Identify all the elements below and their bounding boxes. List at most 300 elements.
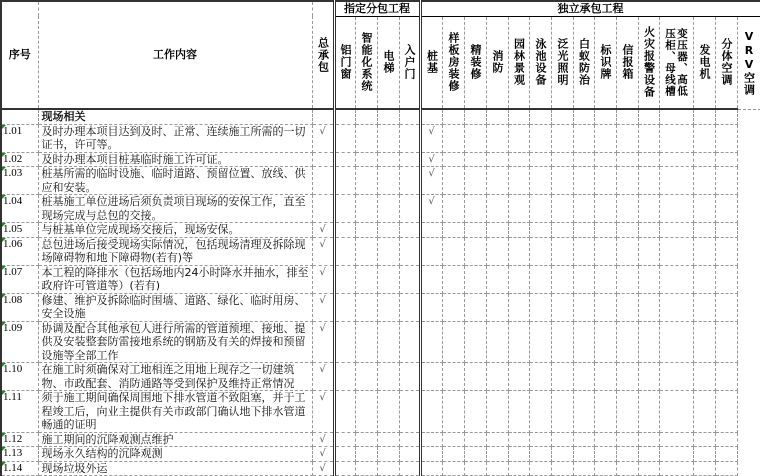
check-cell[interactable] (377, 432, 399, 447)
check-cell[interactable] (573, 167, 594, 195)
check-cell[interactable] (399, 152, 420, 167)
check-cell[interactable] (551, 363, 573, 391)
check-cell[interactable] (529, 195, 551, 223)
check-cell[interactable] (486, 293, 508, 321)
check-cell[interactable] (594, 195, 616, 223)
header-independent-item (594, 16, 616, 109)
check-cell[interactable] (377, 461, 399, 476)
check-cell[interactable] (508, 321, 529, 363)
check-cell[interactable] (638, 124, 659, 152)
check-cell[interactable] (616, 293, 638, 321)
check-cell[interactable] (508, 167, 529, 195)
check-cell[interactable] (420, 124, 442, 152)
check-cell[interactable] (529, 265, 551, 293)
check-cell[interactable] (442, 195, 464, 223)
check-cell[interactable] (573, 321, 594, 363)
check-cell[interactable] (551, 167, 573, 195)
check-cell[interactable] (638, 223, 659, 238)
check-cell[interactable] (594, 223, 616, 238)
header-designated-item (377, 16, 399, 109)
check-cell[interactable] (486, 167, 508, 195)
check-cell[interactable] (486, 391, 508, 433)
check-cell[interactable] (594, 109, 616, 124)
check-cell[interactable] (529, 237, 551, 265)
check-cell[interactable] (693, 432, 715, 447)
check-cell[interactable] (442, 167, 464, 195)
check-cell[interactable] (312, 293, 334, 321)
table-row (1, 321, 760, 363)
check-cell[interactable] (551, 223, 573, 238)
check-cell[interactable] (377, 152, 399, 167)
check-cell[interactable] (594, 461, 616, 476)
check-cell[interactable] (312, 363, 334, 391)
check-cell[interactable] (355, 195, 377, 223)
check-cell[interactable] (594, 124, 616, 152)
check-cell[interactable] (693, 237, 715, 265)
check-cell[interactable] (442, 109, 464, 124)
check-cell[interactable] (638, 363, 659, 391)
check-cell[interactable] (551, 321, 573, 363)
check-cell[interactable] (715, 391, 737, 433)
check-cell[interactable] (442, 391, 464, 433)
check-cell[interactable] (594, 432, 616, 447)
check-cell[interactable] (355, 432, 377, 447)
check-cell[interactable] (442, 461, 464, 476)
check-cell[interactable] (659, 432, 693, 447)
check-cell[interactable] (594, 321, 616, 363)
check-cell[interactable] (399, 293, 420, 321)
check-cell[interactable] (715, 237, 737, 265)
check-cell[interactable] (659, 195, 693, 223)
check-cell[interactable] (355, 124, 377, 152)
check-cell[interactable] (573, 391, 594, 433)
check-cell[interactable] (377, 293, 399, 321)
check-cell[interactable] (399, 321, 420, 363)
check-cell[interactable] (420, 293, 442, 321)
check-cell[interactable] (464, 237, 486, 265)
check-cell[interactable] (594, 391, 616, 433)
check-cell[interactable] (508, 109, 529, 124)
check-cell[interactable] (529, 293, 551, 321)
check-cell[interactable] (638, 237, 659, 265)
check-cell[interactable] (486, 223, 508, 238)
check-cell[interactable] (420, 363, 442, 391)
check-cell[interactable] (616, 195, 638, 223)
header-independent-item (737, 16, 760, 109)
check-cell[interactable] (693, 293, 715, 321)
check-cell[interactable] (334, 237, 355, 265)
check-cell[interactable] (399, 237, 420, 265)
check-cell[interactable] (355, 461, 377, 476)
check-cell[interactable] (486, 461, 508, 476)
check-cell[interactable] (508, 447, 529, 462)
check-cell[interactable] (377, 124, 399, 152)
check-cell[interactable] (312, 223, 334, 238)
check-cell[interactable] (594, 363, 616, 391)
check-cell[interactable] (312, 167, 334, 195)
check-cell[interactable] (377, 363, 399, 391)
check-cell[interactable] (334, 363, 355, 391)
check-cell[interactable] (464, 223, 486, 238)
check-cell[interactable] (377, 321, 399, 363)
check-cell[interactable] (399, 195, 420, 223)
check-cell[interactable] (715, 293, 737, 321)
check-cell[interactable] (616, 432, 638, 447)
check-cell[interactable] (355, 237, 377, 265)
check-cell[interactable] (355, 265, 377, 293)
check-cell[interactable] (334, 167, 355, 195)
check-cell[interactable] (312, 265, 334, 293)
check-cell[interactable] (529, 461, 551, 476)
check-cell[interactable] (355, 167, 377, 195)
check-cell[interactable] (638, 447, 659, 462)
check-cell[interactable] (464, 167, 486, 195)
table-row (1, 432, 760, 447)
check-cell[interactable] (312, 321, 334, 363)
check-cell[interactable] (573, 152, 594, 167)
header-independent-item (638, 16, 659, 109)
check-cell[interactable] (420, 223, 442, 238)
check-cell[interactable] (355, 223, 377, 238)
check-cell[interactable] (551, 237, 573, 265)
check-cell[interactable] (529, 167, 551, 195)
check-cell[interactable] (616, 391, 638, 433)
check-cell[interactable] (508, 237, 529, 265)
check-cell[interactable] (551, 265, 573, 293)
check-cell[interactable] (693, 223, 715, 238)
check-cell[interactable] (693, 124, 715, 152)
check-cell[interactable] (399, 391, 420, 433)
check-cell[interactable] (334, 447, 355, 462)
check-cell[interactable] (508, 152, 529, 167)
check-cell[interactable] (529, 391, 551, 433)
check-cell[interactable] (638, 109, 659, 124)
check-cell[interactable] (442, 363, 464, 391)
check-cell[interactable] (551, 124, 573, 152)
check-cell[interactable] (355, 321, 377, 363)
check-cell[interactable] (573, 195, 594, 223)
check-cell[interactable] (399, 223, 420, 238)
check-cell[interactable] (508, 293, 529, 321)
header-independent-item (693, 16, 715, 109)
check-cell[interactable] (616, 363, 638, 391)
check-cell[interactable] (715, 363, 737, 391)
check-cell[interactable] (529, 321, 551, 363)
check-cell[interactable] (616, 447, 638, 462)
check-cell[interactable] (508, 461, 529, 476)
check-cell[interactable] (594, 167, 616, 195)
check-cell[interactable] (334, 195, 355, 223)
check-cell[interactable] (312, 461, 334, 476)
check-cell[interactable] (442, 237, 464, 265)
check-cell[interactable] (442, 223, 464, 238)
check-cell[interactable] (551, 195, 573, 223)
check-cell[interactable] (486, 124, 508, 152)
check-cell[interactable] (377, 109, 399, 124)
table-row (1, 152, 760, 167)
check-cell[interactable] (377, 195, 399, 223)
check-cell[interactable] (464, 195, 486, 223)
check-cell[interactable] (464, 461, 486, 476)
check-cell[interactable] (551, 432, 573, 447)
check-cell[interactable] (442, 447, 464, 462)
check-cell[interactable] (399, 124, 420, 152)
check-cell[interactable] (464, 447, 486, 462)
check-cell[interactable] (573, 223, 594, 238)
check-cell[interactable] (573, 237, 594, 265)
check-cell[interactable] (638, 321, 659, 363)
check-cell[interactable] (442, 265, 464, 293)
check-cell[interactable] (377, 391, 399, 433)
check-cell[interactable] (399, 363, 420, 391)
check-cell[interactable] (715, 321, 737, 363)
check-cell[interactable] (529, 223, 551, 238)
check-cell[interactable] (594, 293, 616, 321)
check-cell[interactable] (693, 363, 715, 391)
check-cell[interactable] (529, 152, 551, 167)
check-cell[interactable] (551, 391, 573, 433)
check-cell[interactable] (659, 167, 693, 195)
check-cell[interactable] (312, 124, 334, 152)
check-cell[interactable] (693, 461, 715, 476)
check-cell[interactable] (715, 265, 737, 293)
check-cell[interactable] (693, 391, 715, 433)
check-cell[interactable] (508, 195, 529, 223)
check-cell[interactable] (420, 265, 442, 293)
check-cell[interactable] (573, 363, 594, 391)
check-cell[interactable] (693, 167, 715, 195)
check-cell[interactable] (334, 391, 355, 433)
check-cell[interactable] (594, 265, 616, 293)
check-cell[interactable] (420, 167, 442, 195)
check-cell[interactable] (659, 461, 693, 476)
check-cell[interactable] (551, 152, 573, 167)
check-cell[interactable] (715, 461, 737, 476)
check-cell[interactable] (616, 237, 638, 265)
check-cell[interactable] (377, 223, 399, 238)
check-cell[interactable] (420, 432, 442, 447)
check-cell[interactable] (693, 447, 715, 462)
header-label: 桩基 (425, 50, 439, 75)
check-mark-icon: √ (319, 433, 326, 445)
check-cell[interactable] (508, 432, 529, 447)
check-cell[interactable] (551, 293, 573, 321)
check-cell[interactable] (573, 293, 594, 321)
check-cell[interactable] (693, 152, 715, 167)
check-cell[interactable] (529, 432, 551, 447)
check-cell[interactable] (573, 124, 594, 152)
check-cell[interactable] (659, 109, 693, 124)
check-cell[interactable] (420, 237, 442, 265)
check-cell[interactable] (594, 447, 616, 462)
check-cell[interactable] (638, 195, 659, 223)
check-cell[interactable] (715, 432, 737, 447)
check-cell[interactable] (334, 293, 355, 321)
check-cell[interactable] (377, 167, 399, 195)
check-cell[interactable] (659, 223, 693, 238)
check-cell[interactable] (312, 447, 334, 462)
check-cell[interactable] (486, 265, 508, 293)
check-cell[interactable] (486, 109, 508, 124)
check-cell[interactable] (551, 447, 573, 462)
check-cell[interactable] (399, 265, 420, 293)
check-mark-icon: √ (428, 153, 435, 165)
check-cell[interactable] (420, 195, 442, 223)
check-cell[interactable] (529, 363, 551, 391)
check-cell[interactable] (399, 447, 420, 462)
check-cell[interactable] (508, 124, 529, 152)
check-cell[interactable] (464, 152, 486, 167)
check-cell[interactable] (594, 237, 616, 265)
check-cell[interactable] (659, 391, 693, 433)
check-cell[interactable] (486, 432, 508, 447)
check-cell[interactable] (715, 447, 737, 462)
check-cell[interactable] (334, 265, 355, 293)
check-cell[interactable] (659, 237, 693, 265)
check-cell[interactable] (355, 363, 377, 391)
check-cell[interactable] (715, 195, 737, 223)
check-cell[interactable] (464, 109, 486, 124)
check-cell[interactable] (659, 293, 693, 321)
check-mark-icon: √ (319, 364, 326, 375)
check-cell[interactable] (693, 195, 715, 223)
check-cell[interactable] (659, 265, 693, 293)
check-cell[interactable] (464, 293, 486, 321)
check-cell[interactable] (529, 447, 551, 462)
check-cell[interactable] (693, 321, 715, 363)
check-cell[interactable] (638, 167, 659, 195)
check-cell[interactable] (616, 265, 638, 293)
check-cell[interactable] (508, 391, 529, 433)
check-cell[interactable] (464, 363, 486, 391)
check-cell[interactable] (420, 461, 442, 476)
check-cell[interactable] (334, 321, 355, 363)
check-cell[interactable] (573, 432, 594, 447)
check-cell[interactable] (486, 152, 508, 167)
check-cell[interactable] (573, 447, 594, 462)
check-cell[interactable] (334, 461, 355, 476)
row-seq: 1.11 (1, 391, 38, 433)
check-cell[interactable] (464, 265, 486, 293)
check-cell[interactable] (312, 237, 334, 265)
check-cell[interactable] (420, 447, 442, 462)
check-cell[interactable] (529, 124, 551, 152)
check-cell[interactable] (334, 124, 355, 152)
check-cell[interactable] (715, 167, 737, 195)
check-cell[interactable] (377, 447, 399, 462)
check-cell[interactable] (486, 447, 508, 462)
check-cell[interactable] (508, 223, 529, 238)
check-cell[interactable] (638, 152, 659, 167)
check-cell[interactable] (573, 109, 594, 124)
check-cell[interactable] (616, 109, 638, 124)
check-cell[interactable] (551, 461, 573, 476)
check-cell[interactable] (659, 321, 693, 363)
check-cell[interactable] (312, 109, 334, 124)
check-cell[interactable] (442, 321, 464, 363)
check-cell[interactable] (355, 152, 377, 167)
check-cell[interactable] (486, 321, 508, 363)
check-cell[interactable] (420, 391, 442, 433)
check-cell[interactable] (715, 152, 737, 167)
check-cell[interactable] (442, 293, 464, 321)
check-cell[interactable] (486, 363, 508, 391)
check-cell[interactable] (573, 461, 594, 476)
check-cell[interactable] (312, 432, 334, 447)
check-cell[interactable] (573, 265, 594, 293)
check-cell[interactable] (486, 237, 508, 265)
check-cell[interactable] (659, 447, 693, 462)
check-cell[interactable] (377, 265, 399, 293)
check-cell[interactable] (464, 391, 486, 433)
check-cell[interactable] (486, 195, 508, 223)
check-cell[interactable] (464, 124, 486, 152)
check-cell[interactable] (616, 167, 638, 195)
check-cell[interactable] (715, 223, 737, 238)
check-cell[interactable] (377, 237, 399, 265)
check-cell[interactable] (638, 265, 659, 293)
check-cell[interactable] (616, 223, 638, 238)
check-cell[interactable] (616, 124, 638, 152)
check-cell[interactable] (399, 461, 420, 476)
check-cell[interactable] (312, 195, 334, 223)
check-cell[interactable] (355, 391, 377, 433)
check-cell[interactable] (442, 124, 464, 152)
check-cell[interactable] (551, 109, 573, 124)
check-cell[interactable] (442, 432, 464, 447)
check-cell[interactable] (715, 124, 737, 152)
check-cell[interactable] (693, 265, 715, 293)
check-cell[interactable] (312, 152, 334, 167)
table-row (1, 447, 760, 462)
check-cell[interactable] (594, 152, 616, 167)
check-cell[interactable] (616, 461, 638, 476)
check-cell[interactable] (442, 152, 464, 167)
check-cell[interactable] (464, 432, 486, 447)
check-cell[interactable] (420, 109, 442, 124)
check-cell[interactable] (355, 293, 377, 321)
check-cell[interactable] (420, 152, 442, 167)
check-cell[interactable] (334, 152, 355, 167)
check-cell[interactable] (334, 109, 355, 124)
check-cell[interactable] (638, 461, 659, 476)
check-cell[interactable] (399, 167, 420, 195)
header-independent-item (659, 16, 693, 109)
check-cell[interactable] (334, 432, 355, 447)
check-cell[interactable] (659, 124, 693, 152)
check-cell[interactable] (399, 109, 420, 124)
check-cell[interactable] (420, 321, 442, 363)
check-cell[interactable] (616, 321, 638, 363)
check-cell[interactable] (616, 152, 638, 167)
check-cell[interactable] (355, 447, 377, 462)
check-cell[interactable] (529, 109, 551, 124)
check-cell[interactable] (638, 432, 659, 447)
check-cell[interactable] (508, 363, 529, 391)
check-cell[interactable] (334, 223, 355, 238)
check-cell[interactable] (659, 363, 693, 391)
check-cell[interactable] (312, 391, 334, 433)
check-cell[interactable] (355, 109, 377, 124)
check-cell[interactable] (638, 293, 659, 321)
check-cell[interactable] (508, 265, 529, 293)
check-cell[interactable] (399, 432, 420, 447)
check-cell[interactable] (659, 152, 693, 167)
check-cell[interactable] (638, 391, 659, 433)
check-cell[interactable] (715, 109, 737, 124)
check-cell[interactable] (464, 321, 486, 363)
check-cell[interactable] (693, 109, 715, 124)
